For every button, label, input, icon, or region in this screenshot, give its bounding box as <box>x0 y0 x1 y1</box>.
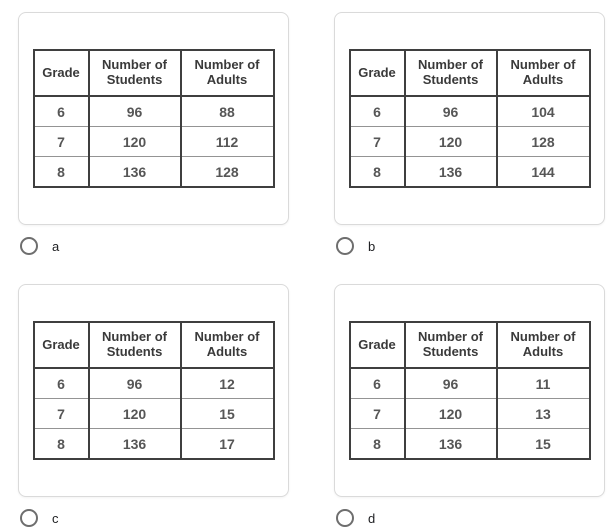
radio-label-b[interactable]: b <box>368 238 376 254</box>
radio-option-c[interactable] <box>20 509 38 527</box>
table-row <box>350 96 590 127</box>
option-d <box>334 284 605 527</box>
table-row <box>350 127 590 157</box>
table-cell: 8 <box>34 157 89 188</box>
answer-table-b <box>349 49 591 188</box>
table-row <box>34 399 274 429</box>
table-cell: 15 <box>181 399 274 429</box>
table-row <box>34 157 274 188</box>
table-cell: 96 <box>405 368 497 399</box>
table-cell: 104 <box>497 96 590 127</box>
table-cell: 17 <box>181 429 274 460</box>
table-cell: 11 <box>497 368 590 399</box>
header-number-of-adults: Number of Adults <box>497 50 590 96</box>
table-cell: 136 <box>89 429 181 460</box>
table-cell: 8 <box>34 429 89 460</box>
table-cell: 7 <box>350 399 405 429</box>
table-header-row <box>34 322 274 368</box>
table-cell: 120 <box>89 127 181 157</box>
table-row <box>350 399 590 429</box>
header-number-of-students: Number of Students <box>405 50 497 96</box>
table-cell: 144 <box>497 157 590 188</box>
radio-label-c[interactable]: c <box>52 510 59 526</box>
table-row <box>34 368 274 399</box>
table-cell: 88 <box>181 96 274 127</box>
table-cell: 6 <box>57 375 65 392</box>
answer-table-c <box>33 321 275 460</box>
answer-table-a <box>33 49 275 188</box>
answer-card-b <box>334 12 605 225</box>
table-cell: 128 <box>497 127 590 157</box>
option-c <box>18 284 289 527</box>
header-grade: Grade <box>34 322 89 368</box>
radio-option-d[interactable] <box>336 509 354 527</box>
table-row <box>34 429 274 460</box>
table-cell: 112 <box>181 127 274 157</box>
radio-row-b <box>334 237 605 255</box>
header-number-of-students: Number of Students <box>89 322 181 368</box>
radio-label-d[interactable]: d <box>368 510 376 526</box>
option-b <box>334 12 605 255</box>
table-cell: 96 <box>405 96 497 127</box>
header-grade: Grade <box>350 322 405 368</box>
table-cell: 15 <box>497 429 590 460</box>
table-cell: 7 <box>350 127 405 157</box>
answer-table-d <box>349 321 591 460</box>
table-cell: 136 <box>405 429 497 460</box>
radio-row-a <box>18 237 289 255</box>
table-row <box>34 127 274 157</box>
radio-row-d <box>334 509 605 527</box>
table-cell: 120 <box>405 399 497 429</box>
table-cell: 12 <box>181 368 274 399</box>
table-cell: 120 <box>89 399 181 429</box>
header-number-of-students: Number of Students <box>405 322 497 368</box>
answer-card-a <box>18 12 289 225</box>
table-cell: 96 <box>89 96 181 127</box>
radio-label-a[interactable]: a <box>52 238 60 254</box>
radio-option-a[interactable] <box>20 237 38 255</box>
table-row <box>350 368 590 399</box>
header-number-of-adults: Number of Adults <box>181 50 274 96</box>
table-header-row <box>34 50 274 96</box>
table-cell: 7 <box>34 127 89 157</box>
table-header-row <box>350 322 590 368</box>
table-cell: 7 <box>34 399 89 429</box>
table-cell: 8 <box>350 429 405 460</box>
radio-row-c <box>18 509 289 527</box>
header-number-of-adults: Number of Adults <box>181 322 274 368</box>
table-cell: 120 <box>405 127 497 157</box>
header-grade: Grade <box>350 50 405 96</box>
table-row <box>350 157 590 188</box>
answer-card-d <box>334 284 605 497</box>
header-number-of-students: Number of Students <box>89 50 181 96</box>
table-row <box>34 96 274 127</box>
table-cell: 136 <box>89 157 181 188</box>
header-grade: Grade <box>34 50 89 96</box>
table-cell: 6 <box>373 375 381 392</box>
table-cell: 96 <box>89 368 181 399</box>
table-cell: 128 <box>181 157 274 188</box>
answer-card-c <box>18 284 289 497</box>
table-cell: 8 <box>350 157 405 188</box>
option-a <box>18 12 289 255</box>
table-header-row <box>350 50 590 96</box>
radio-option-b[interactable] <box>336 237 354 255</box>
table-row <box>350 429 590 460</box>
table-cell: 6 <box>373 103 381 120</box>
table-cell: 136 <box>405 157 497 188</box>
table-cell: 13 <box>497 399 590 429</box>
table-cell: 6 <box>57 103 65 120</box>
header-number-of-adults: Number of Adults <box>497 322 590 368</box>
